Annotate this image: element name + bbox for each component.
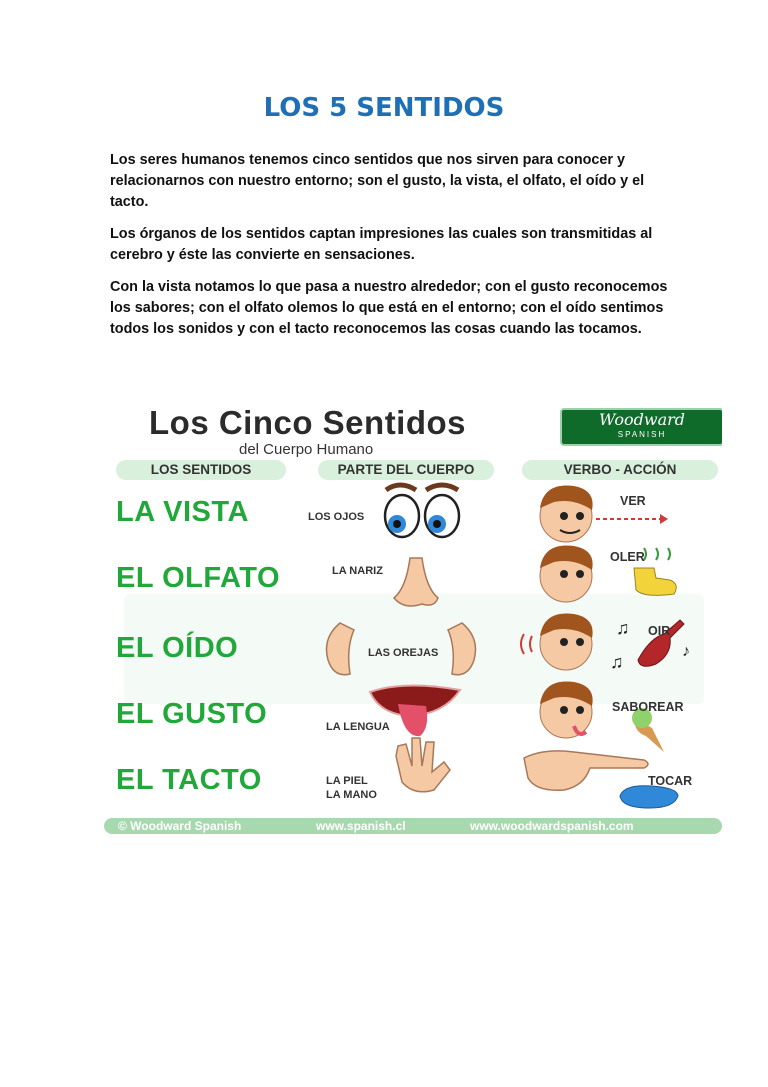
sense-name-touch: EL TACTO [116, 764, 262, 796]
verb-label-touch: TOCAR [648, 774, 693, 788]
hand-icon [396, 738, 450, 792]
intro-paragraph: Los seres humanos tenemos cinco sentidos que nos sirven para conocer y relacionarnos con nuestro entorno; son el gusto, la vista, el olfato, el oído y el tacto. [110, 152, 645, 210]
page-title: LOS 5 SENTIDOS [263, 93, 505, 123]
footer-url-woodward: www.woodwardspanish.com [470, 819, 634, 833]
nose-icon [394, 558, 438, 606]
sense-name-hearing: EL OÍDO [116, 632, 239, 664]
part-label-tongue: LA LENGUA [326, 721, 390, 733]
senses-paragraph: Con la vista notamos lo que pasa a nuestro alrededor; con el gusto reconocemos los sabores; con el olfato olemos lo que está en el entorno; con el oído sentimos todos los sonidos y con el tacto reconocemos las cosas cuando las tocamos. [110, 279, 668, 337]
brand-name: Woodward [599, 410, 685, 429]
boy-face-see-icon [540, 485, 668, 542]
boy-face-smell-icon [540, 545, 676, 602]
sense-name-smell: EL OLFATO [116, 562, 281, 594]
column-header-senses: LOS SENTIDOS [116, 460, 286, 480]
boy-face-hear-icon [521, 613, 690, 672]
organs-paragraph: Los órganos de los sentidos captan impresiones las cuales son transmitidas al cerebro y éste las convierte en sensaciones. [110, 226, 653, 263]
boy-face-taste-icon [540, 681, 664, 752]
verb-label-taste: SABOREAR [612, 700, 684, 714]
svg-text:♪: ♪ [682, 643, 690, 660]
part-label-nose: LA NARIZ [332, 565, 383, 577]
infographic-title: Los Cinco Sentidos [149, 404, 467, 441]
verb-label-hear: OIR [648, 624, 671, 638]
column-header-body-part: PARTE DEL CUERPO [318, 460, 494, 480]
part-label-eyes: LOS OJOS [308, 511, 365, 523]
verb-label-smell: OLER [610, 550, 645, 564]
verb-label-see: VER [620, 494, 646, 508]
svg-text:♫: ♫ [610, 652, 624, 672]
senses-infographic [104, 398, 722, 836]
column-header-verb: VERBO - ACCIÓN [522, 460, 718, 480]
brand-sub: SPANISH [617, 430, 667, 439]
sense-name-taste: EL GUSTO [116, 698, 268, 730]
eyes-icon [385, 485, 459, 537]
part-label-skin-hand: LA PIEL LA MANO [326, 775, 377, 801]
footer-url-spanish-cl: www.spanish.cl [316, 819, 406, 833]
sense-name-sight: LA VISTA [116, 496, 249, 528]
infographic-subtitle: del Cuerpo Humano [239, 441, 374, 458]
infographic-footer [104, 818, 722, 834]
footer-copyright: © Woodward Spanish [118, 819, 242, 833]
svg-text:♫: ♫ [616, 618, 630, 638]
part-label-ears: LAS OREJAS [368, 647, 439, 659]
